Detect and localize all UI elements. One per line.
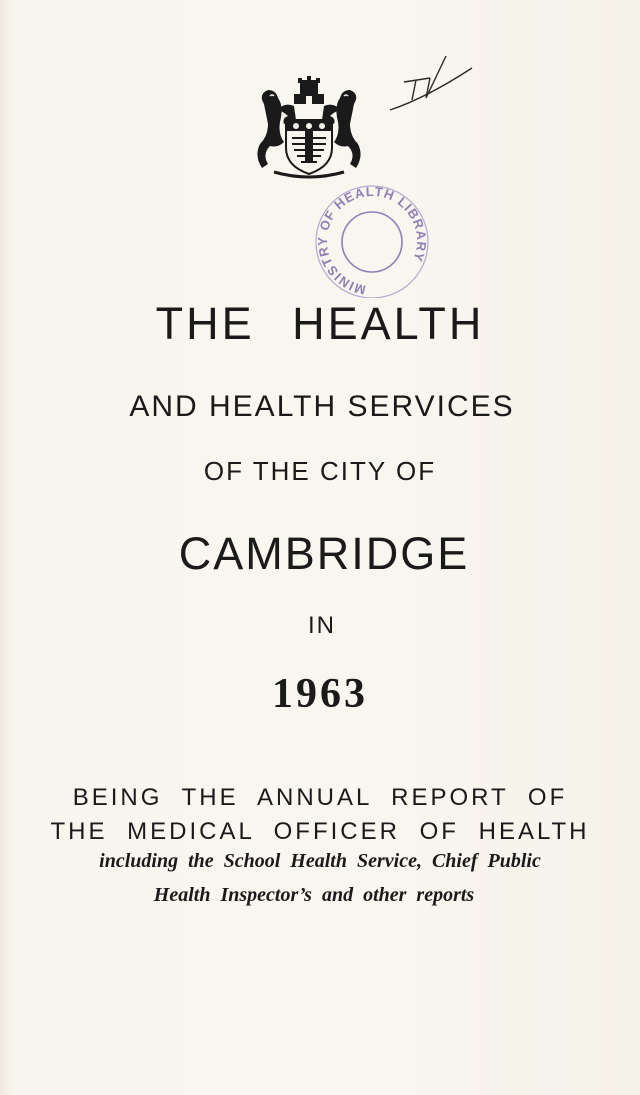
title-line-of-the-city: OF THE CITY OF <box>203 456 437 486</box>
subtitle-line-annual-report: BEING THE ANNUAL REPORT OF <box>72 784 568 811</box>
title-line-health-services: AND HEALTH SERVICES <box>129 390 515 423</box>
handwritten-mark-icon <box>386 48 476 114</box>
title-line-cambridge: CAMBRIDGE <box>178 528 470 579</box>
title-line-the-health: THE HEALTH <box>155 298 485 349</box>
subtitle-line-inspector-reports: Health Inspector’s and other reports <box>153 884 475 906</box>
report-year: 1963 <box>272 671 368 717</box>
subtitle-line-medical-officer: THE MEDICAL OFFICER OF HEALTH <box>50 818 590 845</box>
library-stamp-icon <box>309 180 435 298</box>
subtitle-line-including: including the School Health Service, Chief Public <box>99 850 541 872</box>
svg-text:MINISTRY OF HEALTH LIBRARY: MINISTRY OF HEALTH LIBRARY <box>315 183 430 298</box>
title-line-in: IN <box>308 612 336 639</box>
coat-of-arms-icon <box>254 76 364 181</box>
